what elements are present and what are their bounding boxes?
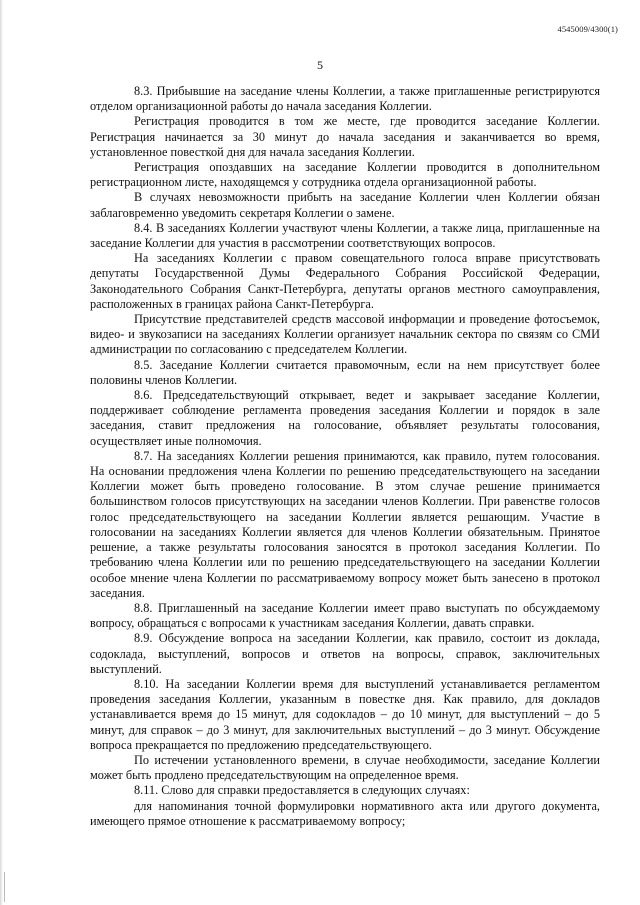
paragraph-substitution-notice: В случаях невозможности прибыть на заседание Коллегии член Коллегии обязан заблаговременно уведомить секретаря Коллегии о замене.	[90, 190, 600, 220]
paragraph-late-registration: Регистрация опоздавших на заседание Коллегии проводится в дополнительном регистрационном листе, находящемся у сотрудника отдела организационной работы.	[90, 160, 600, 190]
scan-left-edge	[0, 0, 3, 905]
paragraph-8-6: 8.6. Председательствующий открывает, ведет и закрывает заседание Коллегии, поддерживает соблюдение регламента проведения заседания Коллегии и порядок в зале заседания, ставит предложения на голосование, объявляет результаты голосования, осуществляет иные полномочия.	[90, 388, 600, 448]
page-number: 5	[317, 58, 323, 72]
paragraph-registration-place: Регистрация проводится в том же месте, где проводится заседание Коллегии. Регистрация начинается за 30 минут до начала заседания и заканчивается во время, установленное повесткой дня для начала заседания Коллегии.	[90, 114, 600, 159]
document-body	[90, 84, 600, 829]
paragraph-8-11: 8.11. Слово для справки предоставляется в следующих случаях:	[134, 783, 470, 798]
paragraph-media-presence: Присутствие представителей средств массовой информации и проведение фотосъемок, видео- и звукозаписи на заседаниях Коллегии организует начальник сектора по связям со СМИ администрации по согласованию с председателем Коллегии.	[90, 312, 600, 357]
paragraph-8-10: 8.10. На заседании Коллегии время для выступлений устанавливается регламентом проведения заседания Коллегии, указанным в повестке дня. Как правило, для докладов устанавливается время до 15 минут, для содокладов – до 10 минут, для выступлений – до 5 минут, для справок – до 3 минут, для заключительных выступлений – до 3 минут. Обсуждение вопроса прекращается по предложению председательствующего.	[90, 676, 600, 752]
paragraph-8-5: 8.5. Заседание Коллегии считается правомочным, если на нем присутствует более половины членов Коллегии.	[90, 357, 600, 387]
paragraph-advisory-vote: На заседаниях Коллегии с правом совещательного голоса вправе присутствовать депутаты Государственной Думы Федерального Собрания Российской Федерации, Законодательного Собрания Санкт-Петербурга, депутаты органов местного самоуправления, расположенных в границах района Санкт-Петербурга.	[90, 251, 600, 311]
scan-margin-mark	[4, 872, 15, 902]
paragraph-8-9: 8.9. Обсуждение вопроса на заседании Коллегии, как правило, состоит из доклада, содоклада, выступлений, вопросов и ответов на вопросы, справок, заключительных выступлений.	[90, 631, 600, 676]
paragraph-8-8: 8.8. Приглашенный на заседание Коллегии имеет право выступать по обсуждаемому вопросу, обращаться с вопросами к участникам заседания Коллегии, давать справки.	[90, 600, 600, 631]
document-code: 4545009/4300(1)	[557, 24, 618, 34]
paragraph-8-7: 8.7. На заседаниях Коллегии решения принимаются, как правило, путем голосования. На основании предложения члена Коллегии по решению председательствующего на заседании Коллегии может быть проведено голосование. В этом случае решение принимается большинством голосов присутствующих на заседании членов Коллегии. При равенстве голосов голос председательствующего на заседании Коллегии является решающим. Участие в голосовании на заседаниях Коллегии является для членов Коллегии обязательным. Принятое решение, а также результаты голосования заносятся в протокол заседания Коллегии. По требованию члена Коллегии или по решению председательствующего на заседании Коллегии особое мнение члена Коллегии по рассматриваемому вопросу может быть занесено в протокол заседания.	[90, 448, 600, 600]
paragraph-time-extension: По истечении установленного времени, в случае необходимости, заседание Коллегии может быть продлено председательствующим на определенное время.	[90, 752, 600, 783]
paragraph-8-3: 8.3. Прибывшие на заседание члены Коллегии, а также приглашенные регистрируются отделом организационной работы до начала заседания Коллегии.	[90, 84, 600, 114]
paragraph-reference-reminder: для напоминания точной формулировки нормативного акта или другого документа, имеющего прямое отношение к рассматриваемому вопросу;	[90, 798, 600, 828]
paragraph-8-4: 8.4. В заседаниях Коллегии участвуют члены Коллегии, а также лица, приглашенные на заседание Коллегии для участия в рассмотрении соответствующих вопросов.	[90, 220, 600, 251]
